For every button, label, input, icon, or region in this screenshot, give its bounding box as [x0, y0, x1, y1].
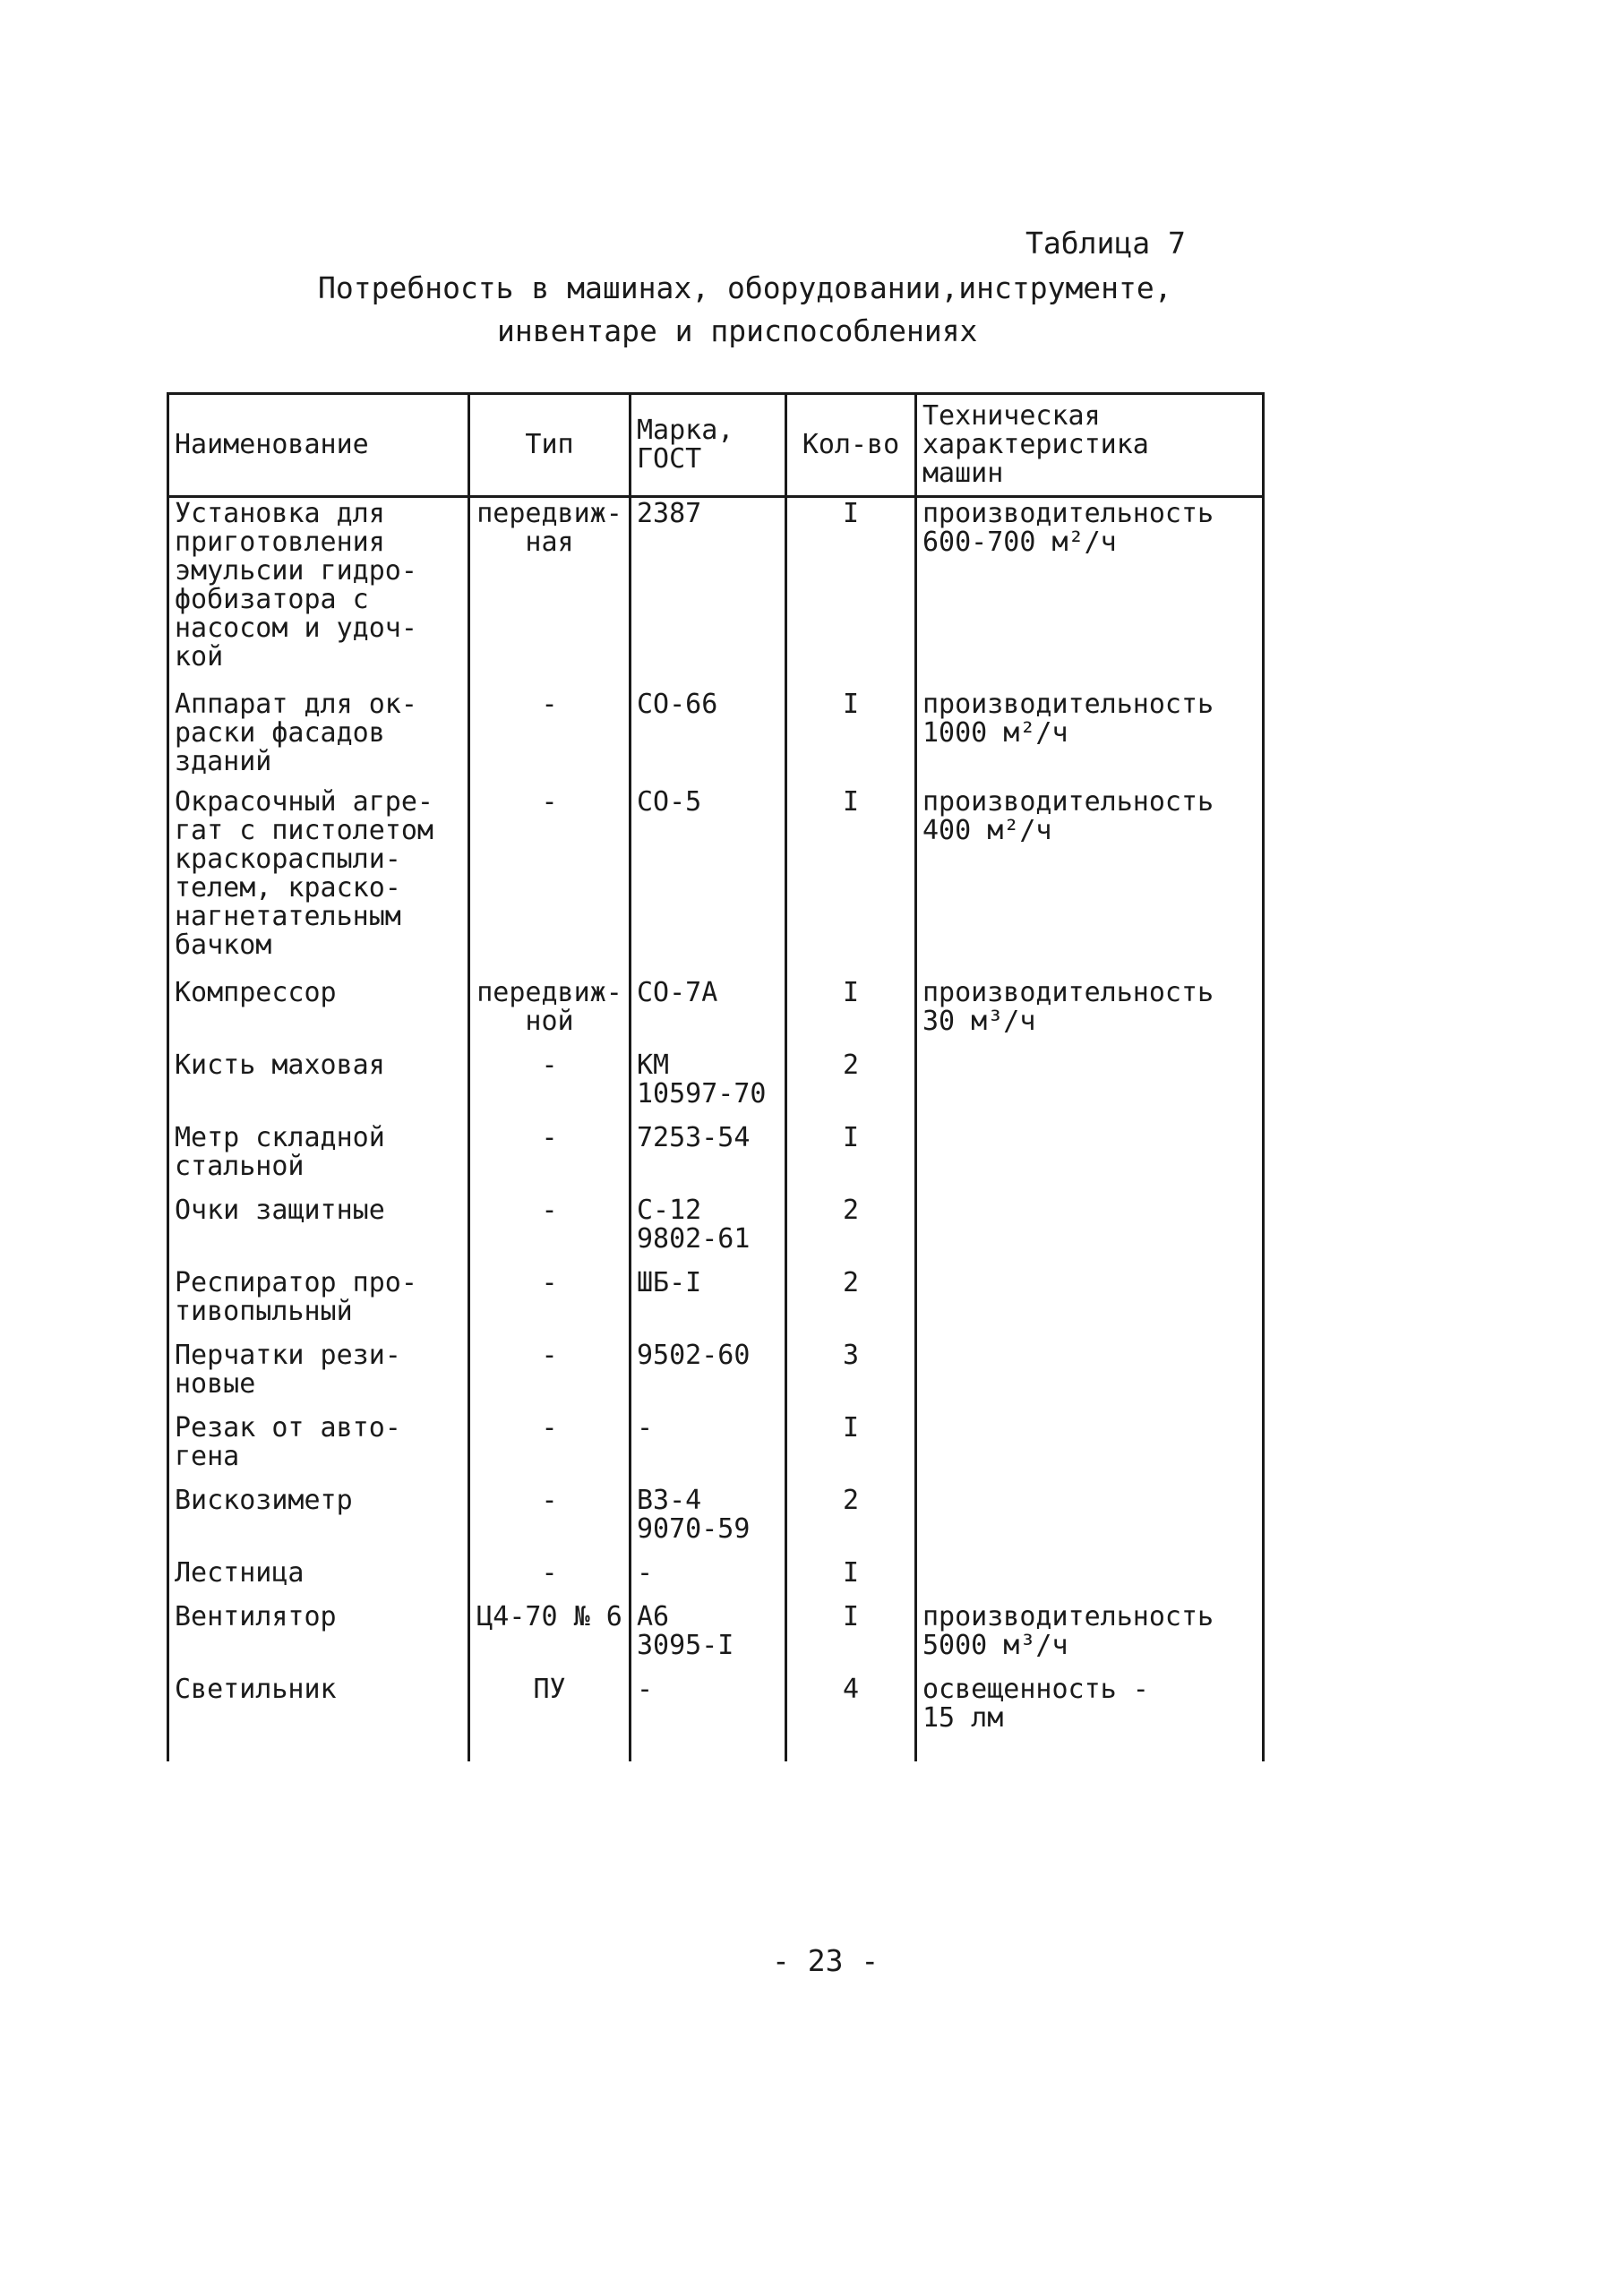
table-row — [168, 1412, 1264, 1485]
cell-type: - — [469, 786, 631, 977]
cell-name: Метр складной стальной — [168, 1122, 469, 1195]
cell-quantity: I — [786, 1122, 916, 1195]
page-number: - 23 - — [772, 1943, 879, 1978]
cell-name: Очки защитные — [168, 1195, 469, 1267]
cell-mark: ШБ-I — [631, 1267, 786, 1340]
cell-quantity: 2 — [786, 1267, 916, 1340]
table-row — [168, 497, 1264, 689]
cell-type: - — [469, 1195, 631, 1267]
column-header-specification: Техническая характеристика машин — [916, 394, 1264, 497]
table-row — [168, 977, 1264, 1049]
cell-type: передвиж- ная — [469, 497, 631, 689]
cell-type: передвиж- ной — [469, 977, 631, 1049]
cell-mark: 9502-60 — [631, 1340, 786, 1412]
cell-quantity: I — [786, 1557, 916, 1601]
cell-name: Вентилятор — [168, 1601, 469, 1674]
cell-mark: С-12 9802-61 — [631, 1195, 786, 1267]
cell-specification: производительность 600-700 м²/ч — [916, 497, 1264, 689]
cell-name: Аппарат для ок- раски фасадов зданий — [168, 689, 469, 786]
cell-type: - — [469, 689, 631, 786]
table-row — [168, 1485, 1264, 1557]
cell-quantity: I — [786, 497, 916, 689]
cell-quantity: 2 — [786, 1049, 916, 1122]
cell-type: - — [469, 1267, 631, 1340]
table-row — [168, 1049, 1264, 1122]
cell-specification — [916, 1195, 1264, 1267]
cell-specification — [916, 1267, 1264, 1340]
cell-quantity: 4 — [786, 1674, 916, 1761]
column-header-name: Наименование — [168, 394, 469, 497]
cell-type: - — [469, 1485, 631, 1557]
cell-name: Светильник — [168, 1674, 469, 1761]
cell-quantity: 3 — [786, 1340, 916, 1412]
table-row — [168, 786, 1264, 977]
cell-name: Резак от авто- гена — [168, 1412, 469, 1485]
cell-mark: А6 3095-I — [631, 1601, 786, 1674]
cell-mark: СО-7А — [631, 977, 786, 1049]
cell-name: Установка для приготовления эмульсии гидро- фобизатора с насосом и удоч- кой — [168, 497, 469, 689]
table-row — [168, 1601, 1264, 1674]
table-label: Таблица 7 — [1025, 226, 1186, 261]
table-row — [168, 689, 1264, 786]
cell-mark: ВЗ-4 9070-59 — [631, 1485, 786, 1557]
cell-mark: 7253-54 — [631, 1122, 786, 1195]
cell-quantity: 2 — [786, 1195, 916, 1267]
cell-specification — [916, 1122, 1264, 1195]
table-row — [168, 1340, 1264, 1412]
cell-quantity: I — [786, 689, 916, 786]
cell-mark: СО-5 — [631, 786, 786, 977]
cell-type: - — [469, 1557, 631, 1601]
cell-specification — [916, 1412, 1264, 1485]
cell-name: Кисть маховая — [168, 1049, 469, 1122]
cell-type: - — [469, 1122, 631, 1195]
table-title-line-1: Потребность в машинах, оборудовании,инструменте, — [318, 270, 1172, 305]
cell-mark: КМ 10597-70 — [631, 1049, 786, 1122]
table-row — [168, 1195, 1264, 1267]
column-header-type: Тип — [469, 394, 631, 497]
cell-specification: производительность 5000 м³/ч — [916, 1601, 1264, 1674]
equipment-table — [167, 392, 1265, 1761]
cell-name: Лестница — [168, 1557, 469, 1601]
cell-name: Окрасочный агре- гат с пистолетом краскораспыли- телем, краско- нагнетательным бачком — [168, 786, 469, 977]
cell-type: - — [469, 1340, 631, 1412]
cell-type: Ц4-70 № 6 — [469, 1601, 631, 1674]
cell-specification: производительность 30 м³/ч — [916, 977, 1264, 1049]
cell-specification — [916, 1557, 1264, 1601]
column-header-quantity: Кол-во — [786, 394, 916, 497]
cell-type: - — [469, 1412, 631, 1485]
cell-type: ПУ — [469, 1674, 631, 1761]
cell-name: Вискозиметр — [168, 1485, 469, 1557]
table-row — [168, 1267, 1264, 1340]
cell-mark: - — [631, 1412, 786, 1485]
cell-specification: производительность 1000 м²/ч — [916, 689, 1264, 786]
cell-quantity: I — [786, 786, 916, 977]
cell-quantity: I — [786, 1412, 916, 1485]
cell-mark: 2387 — [631, 497, 786, 689]
cell-mark: СО-66 — [631, 689, 786, 786]
table-row — [168, 1122, 1264, 1195]
table-row — [168, 1557, 1264, 1601]
cell-name: Компрессор — [168, 977, 469, 1049]
cell-specification: производительность 400 м²/ч — [916, 786, 1264, 977]
table-row — [168, 1674, 1264, 1761]
cell-specification: освещенность - 15 лм — [916, 1674, 1264, 1761]
cell-quantity: 2 — [786, 1485, 916, 1557]
cell-name: Респиратор про- тивопыльный — [168, 1267, 469, 1340]
cell-mark: - — [631, 1674, 786, 1761]
cell-quantity: I — [786, 1601, 916, 1674]
cell-quantity: I — [786, 977, 916, 1049]
cell-type: - — [469, 1049, 631, 1122]
cell-specification — [916, 1340, 1264, 1412]
cell-name: Перчатки рези- новые — [168, 1340, 469, 1412]
table-body — [168, 497, 1264, 1761]
table-title-line-2: инвентаре и приспособлениях — [497, 313, 978, 348]
table-header-row — [168, 394, 1264, 497]
cell-mark: - — [631, 1557, 786, 1601]
cell-specification — [916, 1485, 1264, 1557]
column-header-mark: Марка, ГОСТ — [631, 394, 786, 497]
cell-specification — [916, 1049, 1264, 1122]
